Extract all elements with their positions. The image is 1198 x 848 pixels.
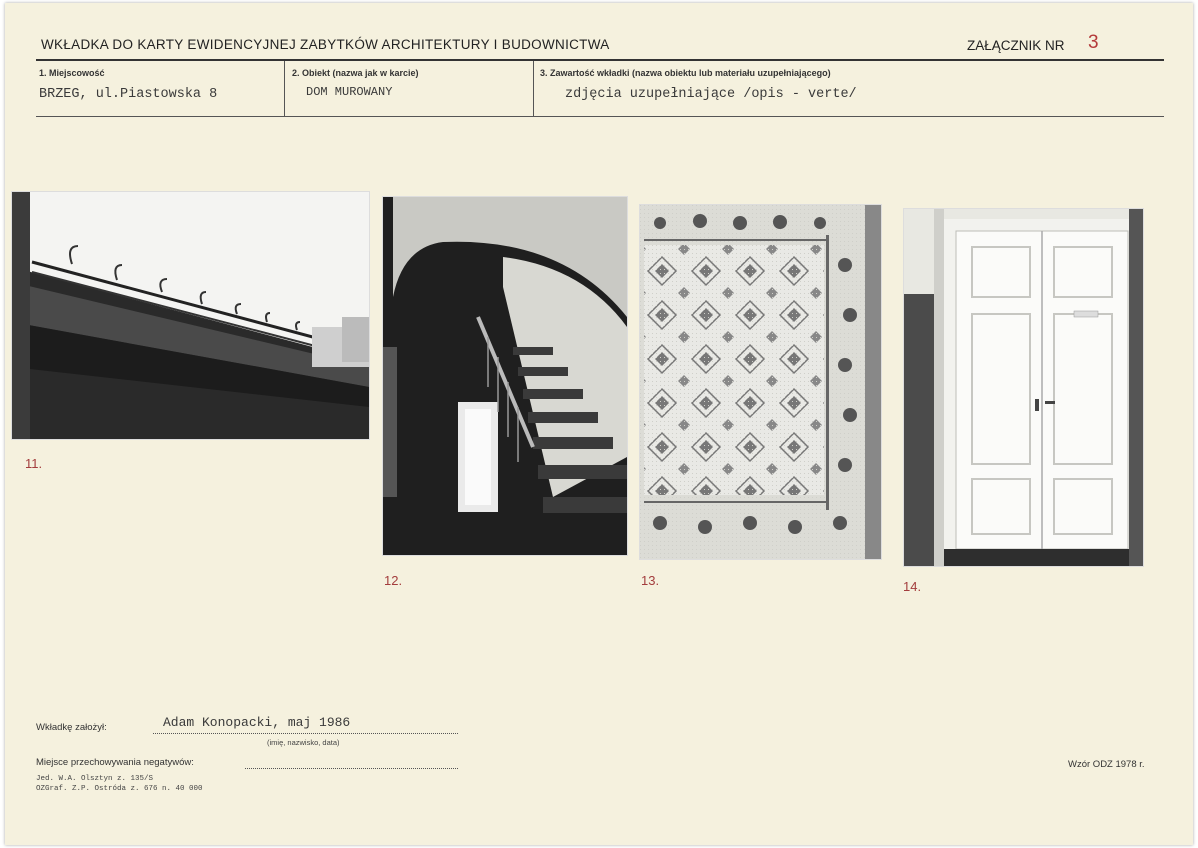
photo-number-13: 13. — [641, 573, 660, 588]
created-by-line — [153, 733, 458, 734]
negatives-line — [245, 768, 458, 769]
content-value: zdjęcia uzupełniające /opis - verte/ — [565, 87, 857, 102]
negatives-label: Miejsce przechowywania negatywów: — [36, 757, 194, 768]
header-rule — [36, 59, 1164, 61]
print-info-2: OZGraf. Z.P. Ostróda z. 676 n. 40 000 — [36, 785, 203, 793]
locality-label: 1. Miejscowość — [39, 68, 105, 78]
form-code: Wzór ODZ 1978 r. — [1068, 759, 1145, 770]
field-divider-1 — [284, 61, 285, 116]
created-by-value: Adam Konopacki, maj 1986 — [163, 715, 351, 730]
object-label: 2. Obiekt (nazwa jak w karcie) — [292, 68, 419, 78]
locality-value: BRZEG, ul.Piastowska 8 — [39, 87, 218, 102]
created-by-label: Wkładkę założył: — [36, 722, 107, 733]
attachment-number: 3 — [1088, 32, 1099, 53]
created-by-hint: (imię, nazwisko, data) — [267, 738, 340, 747]
field-divider-2 — [533, 61, 534, 116]
photo-cornice — [11, 191, 370, 440]
record-sheet — [5, 3, 1193, 845]
sheet-title: WKŁADKA DO KARTY EWIDENCYJNEJ ZABYTKÓW ARCHITEKTURY I BUDOWNICTWA — [41, 37, 610, 52]
fields-bottom-rule — [36, 116, 1164, 117]
photo-double-door — [903, 208, 1144, 567]
print-info-1: Jed. W.A. Olsztyn z. 135/S — [36, 775, 154, 783]
object-value: DOM MUROWANY — [306, 85, 393, 99]
photo-number-12: 12. — [384, 573, 403, 588]
photo-staircase — [382, 196, 628, 556]
content-label: 3. Zawartość wkładki (nazwa obiektu lub materiału uzupełniającego) — [540, 68, 831, 78]
photo-number-14: 14. — [903, 579, 922, 594]
attachment-label: ZAŁĄCZNIK NR — [967, 38, 1065, 53]
photo-mosaic-floor — [639, 204, 882, 560]
photo-number-11: 11. — [25, 456, 43, 471]
